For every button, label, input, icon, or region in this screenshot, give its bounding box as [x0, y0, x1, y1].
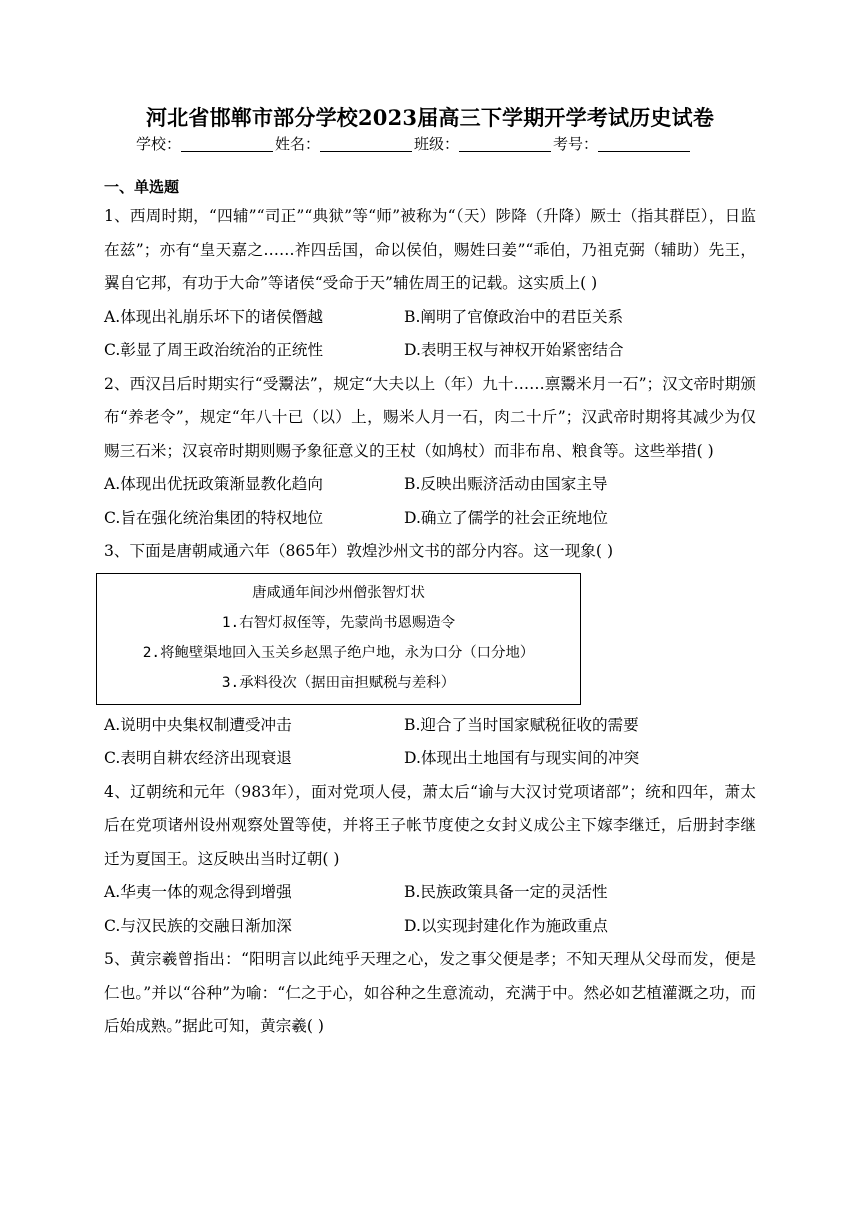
document-line: 2.将鲍壁渠地回入玉关乡赵黑子绝户地，永为口分（口分地）	[142, 644, 535, 661]
question-1-options	[104, 301, 756, 368]
option-b[interactable]: B.迎合了当时国家赋税征收的需要	[404, 715, 639, 734]
option-c[interactable]: C.表明自耕农经济出现衰退	[104, 749, 292, 767]
question-3-options	[104, 709, 756, 776]
document-line: 1.右智灯叔侄等，先蒙尚书恩赐造令	[221, 614, 456, 631]
number-blank[interactable]	[598, 135, 690, 152]
option-d[interactable]: D.以实现封建化作为施政重点	[404, 916, 609, 935]
option-c[interactable]: C.彰显了周王政治统治的正统性	[104, 341, 324, 359]
option-b[interactable]: B.民族政策具备一定的灵活性	[404, 883, 608, 901]
question-5-text: 5、黄宗羲曾指出：“阳明言以此纯乎天理之心，发之事父便是孝；不知天理从父母而发，便是仁也。”并以“谷种”为喻：“仁之于心，如谷种之生意流动，充满于中。然必如艺植灌溉之功，而后始成熟。”据此可知，黄宗羲( )	[104, 950, 756, 1035]
question-2-text: 2、西汉吕后时期实行“受鬻法”，规定“大夫以上（年）九十……禀鬻米月一石”；汉文帝时期颁布“养老令”，规定“年八十已（以）上，赐米人月一石，肉二十斤”；汉武帝时期将其减少为仅赐三石米；汉哀帝时期则赐予象征意义的王杖（如鸠杖）而非布帛、粮食等。这些举措( )	[104, 374, 756, 460]
section-heading: 一、单选题	[104, 178, 180, 196]
question-4-options	[104, 876, 756, 943]
exam-title: 河北省邯郸市部分学校2023届高三下学期开学考试历史试卷	[145, 105, 715, 130]
option-d[interactable]: D.体现出土地国有与现实间的冲突	[404, 749, 640, 767]
document-line: 3.承料役次（据田亩担赋税与差科）	[221, 674, 456, 691]
class-label: 班级：	[414, 135, 460, 153]
option-c[interactable]: C.与汉民族的交融日渐加深	[104, 916, 292, 935]
option-c[interactable]: C.旨在强化统治集团的特权地位	[104, 508, 324, 527]
name-label: 姓名：	[275, 135, 321, 153]
student-info-line	[136, 133, 692, 155]
question-2-options	[104, 468, 756, 535]
option-a[interactable]: A.华夷一体的观念得到增强	[104, 883, 292, 901]
school-blank[interactable]	[181, 135, 273, 152]
document-title: 唐咸通年间沙州僧张智灯状	[252, 584, 425, 601]
option-a[interactable]: A.体现出礼崩乐坏下的诸侯僭越	[104, 307, 323, 326]
school-label: 学校：	[136, 135, 182, 153]
option-a[interactable]: A.体现出优抚政策渐显教化趋向	[104, 475, 323, 493]
question-4-text: 4、辽朝统和元年（983年），面对党项人侵，萧太后“谕与大汉讨党项诸部”；统和四年，萧太后在党项诸州设州观察处置等使，并将王子帐节度使之女封义成公主下嫁李继迁，后册封李继迁为夏国王。这反映出当时辽朝( )	[104, 782, 756, 868]
class-blank[interactable]	[459, 135, 551, 152]
option-a[interactable]: A.说明中央集权制遭受冲击	[104, 715, 292, 734]
option-b[interactable]: B.反映出赈济活动由国家主导	[404, 475, 608, 493]
name-blank[interactable]	[320, 135, 412, 152]
option-d[interactable]: D.确立了儒学的社会正统地位	[404, 508, 609, 527]
questions-area	[104, 200, 756, 1044]
option-b[interactable]: B.阐明了官僚政治中的君臣关系	[404, 307, 624, 326]
question-1-text: 1、西周时期，“四辅”“司正”“典狱”等“师”被称为“（天）陟降（升降）厥士（指其群臣），日监在兹”；亦有“皇天嘉之……祚四岳国，命以侯伯，赐姓曰姜”“乖伯，乃祖克弼（辅助）先王，翼自它邦，有功于大命”等诸侯“受命于天”辅佐周王的记载。这实质上( )	[104, 207, 756, 292]
question-3-text: 3、下面是唐朝咸通六年（865年）敦煌沙州文书的部分内容。这一现象( )	[104, 542, 614, 560]
document-excerpt-box	[96, 573, 581, 705]
option-d[interactable]: D.表明王权与神权开始紧密结合	[404, 341, 624, 359]
number-label: 考号：	[553, 135, 599, 153]
